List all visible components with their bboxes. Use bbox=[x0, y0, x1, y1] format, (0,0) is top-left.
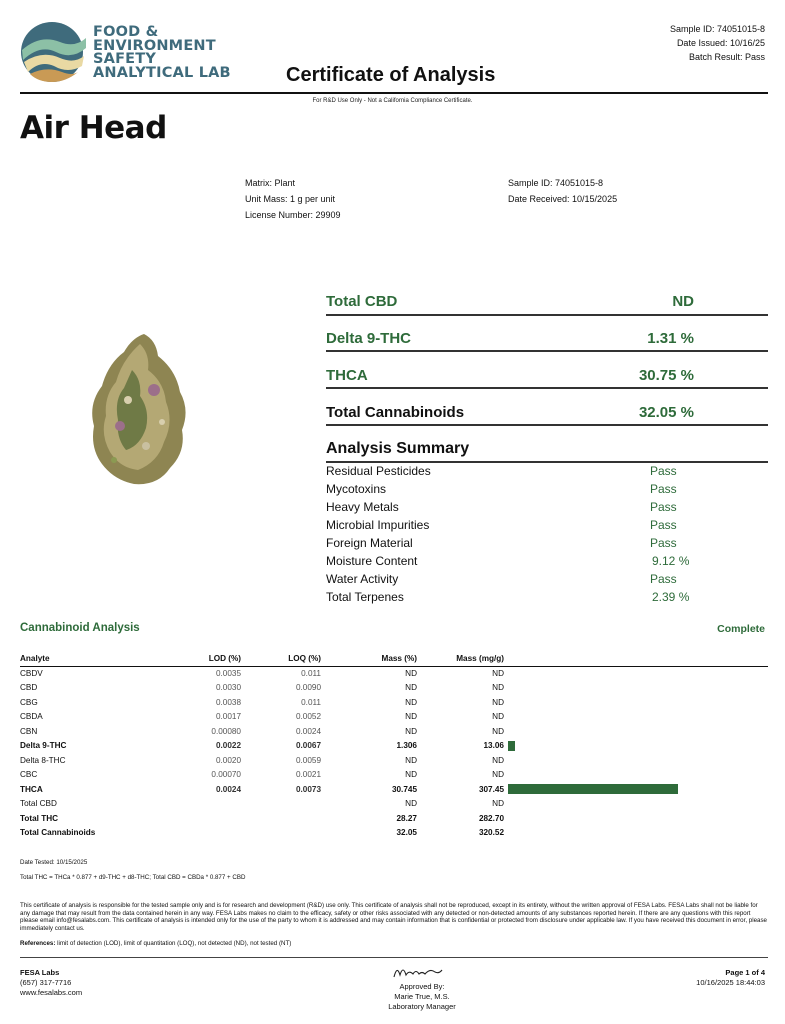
mass-pct-cell: 1.306 bbox=[396, 741, 417, 751]
mass-pct-cell: 30.745 bbox=[391, 784, 417, 794]
product-meta-left bbox=[245, 175, 341, 223]
mass-mg-cell: ND bbox=[492, 697, 504, 707]
bar-cell bbox=[504, 710, 768, 725]
brand-line: ENVIRONMENT bbox=[93, 37, 216, 54]
metric-value: 32.05 % bbox=[638, 404, 694, 421]
metric-label: THCA bbox=[326, 367, 368, 384]
lod-cell: 0.0017 bbox=[215, 712, 241, 722]
loq-cell bbox=[241, 826, 321, 841]
summary-label: Mycotoxins bbox=[326, 482, 387, 496]
lab-name: FESA Labs bbox=[20, 968, 60, 977]
analyte-cell: Delta 8-THC bbox=[20, 755, 66, 765]
loq-cell: 0.0024 bbox=[295, 726, 321, 736]
loq-cell: 0.011 bbox=[301, 697, 321, 707]
bar-cell bbox=[504, 739, 768, 754]
loq-cell: 0.0052 bbox=[295, 712, 321, 722]
mass-pct-cell: 32.05 bbox=[396, 828, 417, 838]
table-row bbox=[20, 666, 768, 681]
summary-row bbox=[326, 464, 768, 482]
summary-value: 2.39 % bbox=[652, 590, 690, 604]
legal-disclaimer: This certificate of analysis is responsible for the tested sample only and is for research and development (R&D) use only. This certificate of analysis shall not be reproduced, except in its entirety, without the written approval of FESA Labs. FESA Labs shall not be liable for any damage that may result from the data contained herein in any way. FESA Labs makes no claim to the efficacy, safety or other risks associated with any detected or non-detected amounts of any substances reported herein. If there are any questions with this report please email info@fesalabs.com. This certificate of analysis is intended only for the use of the party to whom it is addressed and may contain information that is confidential or protected from disclosure under applicable law. If you have received this document in error, please immediately contact us. bbox=[20, 902, 767, 932]
summary-value: Pass bbox=[650, 482, 677, 496]
summary-row bbox=[326, 518, 768, 536]
unit-mass: Unit Mass: 1 g per unit bbox=[245, 194, 336, 204]
mass-mg-cell: ND bbox=[492, 770, 504, 780]
mass-pct-cell: 28.27 bbox=[396, 813, 417, 823]
table-row bbox=[20, 724, 768, 739]
loq-cell bbox=[241, 797, 321, 812]
fesa-logo bbox=[20, 20, 90, 84]
summary-row bbox=[326, 482, 768, 500]
col-mass-pct: Mass (%) bbox=[321, 653, 417, 666]
bar-cell bbox=[504, 797, 768, 812]
analyte-cell: CBC bbox=[20, 770, 38, 780]
brand-name bbox=[93, 26, 231, 80]
col-lod: LOD (%) bbox=[190, 653, 241, 666]
bar-cell bbox=[504, 681, 768, 696]
lod-cell bbox=[190, 811, 241, 826]
mass-mg-cell: ND bbox=[492, 799, 504, 809]
lod-cell: 0.0024 bbox=[215, 784, 241, 794]
loq-cell: 0.0067 bbox=[295, 741, 321, 751]
report-timestamp: 10/16/2025 18:44:03 bbox=[696, 978, 765, 987]
mass-mg-cell: 307.45 bbox=[478, 784, 504, 794]
loq-cell: 0.0059 bbox=[295, 755, 321, 765]
lod-cell: 0.0020 bbox=[215, 755, 241, 765]
table-row bbox=[20, 826, 768, 841]
lod-cell bbox=[190, 797, 241, 812]
mass-mg-cell: 13.06 bbox=[483, 741, 504, 751]
summary-row bbox=[326, 536, 768, 554]
summary-value: Pass bbox=[650, 500, 677, 514]
analyte-cell: Total THC bbox=[20, 813, 59, 823]
table-row bbox=[20, 681, 768, 696]
lod-cell: 0.00070 bbox=[211, 770, 241, 780]
bar-cell bbox=[504, 782, 768, 797]
cannabinoid-status: Complete bbox=[717, 623, 765, 635]
analyte-cell: Delta 9-THC bbox=[20, 741, 67, 751]
summary-row bbox=[326, 500, 768, 518]
bar-cell bbox=[504, 724, 768, 739]
references-text: limit of detection (LOD), limit of quantitation (LOQ), not detected (ND), not tested (NT) bbox=[55, 940, 292, 947]
lod-cell: 0.0038 bbox=[215, 697, 241, 707]
date-received: Date Received: 10/15/2025 bbox=[508, 194, 618, 204]
lab-phone: (657) 317-7716 bbox=[20, 978, 72, 987]
footer-divider bbox=[20, 957, 768, 958]
loq-cell bbox=[241, 811, 321, 826]
summary-label: Microbial Impurities bbox=[326, 518, 430, 532]
loq-cell: 0.011 bbox=[301, 669, 321, 678]
mass-pct-cell: ND bbox=[405, 697, 417, 707]
brand-line: ANALYTICAL LAB bbox=[93, 64, 231, 81]
header-date-issued: Date Issued: 10/16/25 bbox=[676, 38, 765, 48]
metric-label: Total Cannabinoids bbox=[326, 404, 465, 421]
summary-value: Pass bbox=[650, 572, 677, 586]
summary-value: Pass bbox=[650, 518, 677, 532]
summary-row bbox=[326, 554, 768, 572]
summary-divider bbox=[326, 461, 768, 463]
bar-cell bbox=[504, 666, 768, 681]
lod-cell: 0.0022 bbox=[215, 741, 241, 751]
header-divider bbox=[20, 92, 768, 94]
lod-cell: 0.0030 bbox=[215, 683, 241, 693]
mass-mg-cell: 282.70 bbox=[478, 813, 504, 823]
metric-divider bbox=[326, 387, 768, 389]
rnd-disclaimer: For R&D Use Only - Not a California Compliance Certificate. bbox=[312, 98, 473, 104]
bar-cell bbox=[504, 753, 768, 768]
summary-label: Moisture Content bbox=[326, 554, 418, 568]
mass-pct-cell: ND bbox=[405, 726, 417, 736]
metric-divider bbox=[326, 424, 768, 426]
summary-label: Foreign Material bbox=[326, 536, 413, 550]
references bbox=[20, 940, 291, 947]
bar-cell bbox=[504, 826, 768, 841]
analyte-cell: Total CBD bbox=[20, 799, 57, 809]
metric-delta9-thc bbox=[326, 330, 768, 350]
mass-pct-cell: ND bbox=[405, 683, 417, 693]
license-number: License Number: 29909 bbox=[245, 210, 341, 220]
cannabinoid-table-body bbox=[20, 666, 768, 840]
page-number: Page 1 of 4 bbox=[725, 968, 765, 977]
summary-label: Water Activity bbox=[326, 572, 399, 586]
summary-label: Heavy Metals bbox=[326, 500, 399, 514]
brand-line: SAFETY bbox=[93, 51, 157, 67]
table-header-row bbox=[20, 653, 768, 666]
summary-row bbox=[326, 572, 768, 590]
metric-value: 1.31 % bbox=[647, 330, 694, 347]
table-row bbox=[20, 768, 768, 783]
col-loq: LOQ (%) bbox=[241, 653, 321, 666]
col-analyte: Analyte bbox=[20, 653, 190, 666]
approver-name: Marie True, M.S. bbox=[394, 992, 450, 1001]
header-info bbox=[670, 22, 765, 64]
header-batch-result: Batch Result: Pass bbox=[688, 52, 765, 62]
summary-value: Pass bbox=[650, 464, 677, 478]
table-row bbox=[20, 739, 768, 754]
loq-cell: 0.0090 bbox=[295, 683, 321, 693]
metric-divider bbox=[326, 350, 768, 352]
footer-lab-info bbox=[20, 968, 82, 998]
analyte-cell: CBN bbox=[20, 726, 38, 736]
product-image bbox=[84, 330, 194, 490]
metric-value: ND bbox=[672, 293, 694, 310]
analyte-cell: CBDV bbox=[20, 669, 43, 678]
mass-pct-cell: ND bbox=[405, 770, 417, 780]
metric-total-cbd bbox=[326, 293, 768, 313]
references-label: References: bbox=[20, 940, 56, 947]
mass-pct-cell: ND bbox=[405, 669, 417, 678]
approved-by-label: Approved By: bbox=[399, 982, 445, 991]
mass-mg-cell: ND bbox=[492, 726, 504, 736]
table-row bbox=[20, 710, 768, 725]
metric-divider bbox=[326, 314, 768, 316]
bar-cell bbox=[504, 811, 768, 826]
product-name: Air Head bbox=[20, 110, 167, 146]
bar-cell bbox=[504, 768, 768, 783]
mass-pct-cell: ND bbox=[405, 799, 417, 809]
brand-line: FOOD & bbox=[93, 24, 159, 40]
metric-total-cannabinoids bbox=[326, 404, 768, 424]
bar-cell bbox=[504, 695, 768, 710]
metric-thca bbox=[326, 367, 768, 387]
lod-cell: 0.0035 bbox=[215, 669, 241, 678]
mass-mg-cell: ND bbox=[492, 683, 504, 693]
summary-value: 9.12 % bbox=[652, 554, 690, 568]
table-row bbox=[20, 695, 768, 710]
cannabinoid-table bbox=[20, 653, 768, 840]
mass-pct-cell: ND bbox=[405, 755, 417, 765]
mass-mg-cell: ND bbox=[492, 712, 504, 722]
approver-signature bbox=[390, 962, 446, 982]
mass-mg-cell: ND bbox=[492, 669, 504, 678]
metric-label: Delta 9-THC bbox=[326, 330, 412, 347]
product-meta-right bbox=[508, 175, 617, 207]
table-row bbox=[20, 797, 768, 812]
date-tested: Date Tested: 10/15/2025 bbox=[20, 859, 88, 866]
mass-mg-cell: ND bbox=[492, 755, 504, 765]
table-row bbox=[20, 782, 768, 797]
footer-approval bbox=[342, 982, 502, 1012]
col-bar bbox=[504, 653, 768, 666]
lab-website: www.fesalabs.com bbox=[20, 988, 83, 997]
header-sample-id: Sample ID: 74051015-8 bbox=[669, 24, 765, 34]
cannabinoid-analysis-title: Cannabinoid Analysis bbox=[20, 622, 140, 634]
loq-cell: 0.0021 bbox=[295, 770, 321, 780]
analyte-cell: CBD bbox=[20, 683, 38, 693]
mass-mg-cell: 320.52 bbox=[478, 828, 504, 838]
metric-label: Total CBD bbox=[326, 293, 398, 310]
analyte-cell: CBG bbox=[20, 697, 38, 707]
summary-value: Pass bbox=[650, 536, 677, 550]
mass-pct-cell: ND bbox=[405, 712, 417, 722]
summary-row bbox=[326, 590, 768, 608]
summary-label: Total Terpenes bbox=[326, 590, 404, 604]
lod-cell: 0.00080 bbox=[211, 726, 241, 736]
analyte-cell: CBDA bbox=[20, 712, 43, 722]
sample-id: Sample ID: 74051015-8 bbox=[508, 178, 604, 188]
lod-cell bbox=[190, 826, 241, 841]
analyte-cell: Total Cannabinoids bbox=[20, 828, 96, 838]
summary-label: Residual Pesticides bbox=[326, 464, 431, 478]
loq-cell: 0.0073 bbox=[295, 784, 321, 794]
document-title: Certificate of Analysis bbox=[286, 64, 496, 86]
footer-page-info bbox=[696, 968, 765, 988]
mass-bar bbox=[508, 741, 515, 751]
mass-bar bbox=[508, 784, 678, 794]
analyte-cell: THCA bbox=[20, 784, 43, 794]
table-row bbox=[20, 811, 768, 826]
analysis-summary-title: Analysis Summary bbox=[326, 440, 470, 457]
metric-value: 30.75 % bbox=[638, 367, 694, 384]
approver-title: Laboratory Manager bbox=[388, 1002, 456, 1011]
col-mass-mg: Mass (mg/g) bbox=[417, 653, 504, 666]
thc-formula: Total THC = THCa * 0.877 + d9-THC + d8-THC; Total CBD = CBDa * 0.877 + CBD bbox=[20, 874, 246, 881]
matrix: Matrix: Plant bbox=[245, 178, 296, 188]
table-row bbox=[20, 753, 768, 768]
